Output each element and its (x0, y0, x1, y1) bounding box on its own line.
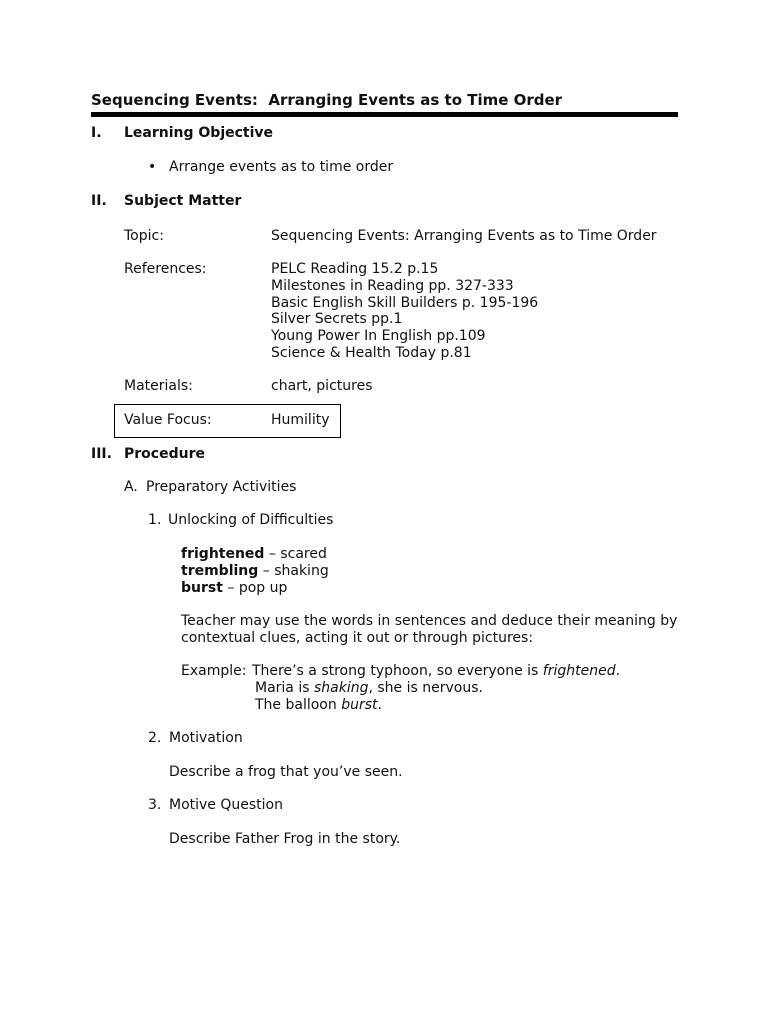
vocabulary-list (181, 546, 329, 596)
vocabulary-item (181, 546, 329, 563)
example-emphasis: burst (341, 697, 378, 713)
materials-value: chart, pictures (271, 378, 373, 394)
section-heading-objective: Learning Objective (124, 125, 274, 141)
example-text: . (615, 663, 621, 679)
section-number-objective: I. (91, 125, 102, 141)
example-emphasis: frightened (542, 663, 616, 679)
example-sentence (252, 680, 620, 697)
vocabulary-meaning: – scared (268, 546, 327, 562)
example-emphasis: shaking (313, 680, 369, 696)
example-label: Example: (181, 663, 247, 679)
reference-item: Basic English Skill Builders p. 195-196 (271, 294, 539, 311)
references-label: References: (124, 261, 207, 277)
example-text: . (377, 697, 382, 713)
example-text: The balloon (255, 697, 342, 713)
vocabulary-item (181, 580, 329, 597)
step-title: Motive Question (169, 797, 283, 813)
reference-item: PELC Reading 15.2 p.15 (271, 261, 439, 277)
step-number: 2. (148, 730, 162, 746)
value-focus-label: Value Focus: (124, 412, 212, 428)
section-number-procedure: III. (91, 446, 112, 462)
references-list (271, 261, 538, 362)
vocabulary-word: frightened (181, 546, 265, 562)
step-text: Describe Father Frog in the story. (169, 831, 401, 847)
reference-item: Silver Secrets pp.1 (271, 311, 403, 328)
vocabulary-word: burst (181, 579, 223, 596)
example-text: Maria is (255, 680, 314, 696)
reference-item: Milestones in Reading pp. 327-333 (271, 277, 514, 294)
section-number-subject: II. (91, 193, 107, 209)
step-title: Motivation (169, 730, 243, 746)
value-focus-value: Humility (271, 412, 330, 428)
paragraph-line: contextual clues, acting it out or through pictures: (181, 630, 534, 646)
title-rule (91, 112, 678, 117)
document-title: Sequencing Events: Arranging Events as to Time Order (91, 91, 563, 109)
section-heading-subject: Subject Matter (124, 193, 242, 209)
vocabulary-item (181, 563, 329, 580)
reference-item: Young Power In English pp.109 (271, 328, 486, 345)
vocabulary-meaning: – shaking (262, 562, 329, 579)
example-text: , she is nervous. (368, 680, 483, 696)
example-sentence (252, 697, 620, 714)
step-number: 3. (148, 797, 162, 813)
materials-label: Materials: (124, 378, 193, 394)
step-text: Describe a frog that you’ve seen. (169, 764, 403, 780)
bullet-icon: • (148, 159, 157, 175)
vocabulary-word: trembling (181, 562, 259, 579)
reference-item: Science & Health Today p.81 (271, 344, 472, 361)
example-text: There’s a strong typhoon, so everyone is (252, 663, 543, 679)
paragraph-line: Teacher may use the words in sentences and deduce their meaning by (181, 613, 678, 629)
topic-value: Sequencing Events: Arranging Events as to Time Order (271, 228, 657, 244)
step-number: 1. (148, 512, 162, 528)
example-sentence (252, 663, 620, 680)
part-a-letter: A. (124, 479, 138, 495)
section-heading-procedure: Procedure (124, 446, 205, 462)
step-title: Unlocking of Difficulties (168, 512, 334, 528)
example-sentences (252, 663, 620, 714)
vocabulary-meaning: – pop up (227, 579, 288, 596)
objective-bullet-text: Arrange events as to time order (169, 159, 394, 175)
topic-label: Topic: (124, 228, 164, 244)
teacher-note-paragraph (181, 613, 677, 647)
part-a-title: Preparatory Activities (146, 479, 297, 495)
